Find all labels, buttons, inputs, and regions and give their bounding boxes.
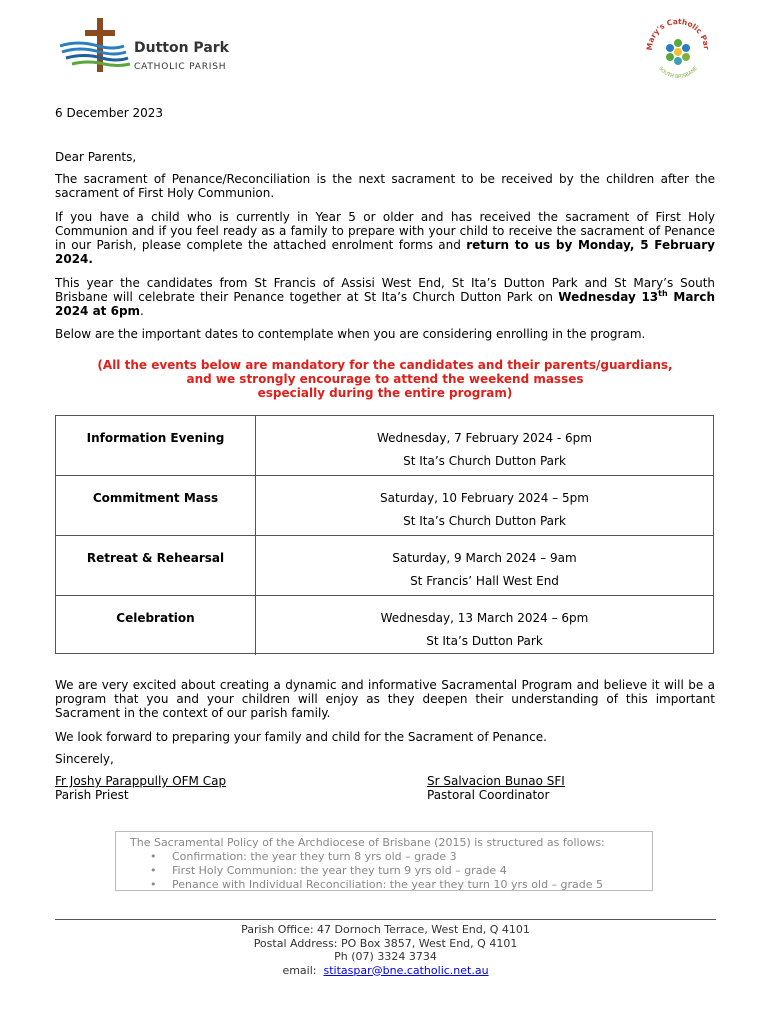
paragraph-2-text: If you have a child who is currently in Year 5 or older and has received the sacrament of First Holy Communion and if you feel ready as a family to prepare with your child to receive the sacrament of Penance in our Parish, please complete the attached enrolment forms and bbox=[55, 210, 715, 252]
st-marys-seal-icon bbox=[640, 12, 716, 88]
greeting: Dear Parents, bbox=[55, 150, 137, 164]
paragraph-4: Below are the important dates to contemplate when you are considering enrolling in the program. bbox=[55, 327, 646, 341]
policy-intro: The Sacramental Policy of the Archdiocese of Brisbane (2015) is structured as follows: bbox=[130, 836, 605, 849]
paragraph-6: We look forward to preparing your family and child for the Sacrament of Penance. bbox=[55, 730, 547, 744]
list-item: • Confirmation: the year they turn 8 yrs old – grade 3 bbox=[130, 850, 652, 864]
paragraph-2 bbox=[55, 210, 715, 266]
event-date: Wednesday, 13 March 2024 – 6pm bbox=[380, 611, 589, 625]
svg-text:SOUTH BRISBANE bbox=[657, 66, 699, 80]
event-place: St Ita’s Church Dutton Park bbox=[403, 454, 566, 468]
event-date: Wednesday, 7 February 2024 - 6pm bbox=[377, 431, 592, 445]
email-link[interactable]: stitaspar@bne.catholic.net.au bbox=[323, 963, 489, 977]
events-table bbox=[55, 415, 714, 654]
table-row bbox=[56, 596, 713, 655]
event-place: St Ita’s Dutton Park bbox=[426, 634, 543, 648]
signatory-role: Parish Priest bbox=[55, 788, 129, 802]
seal-top-text: Mary's Catholic Par bbox=[644, 16, 712, 51]
paragraph-3-text: This year the candidates from St Francis of Assisi West End, St Ita’s Dutton Park and St Mary’s South Brisbane will celebrate their Penance together at St Ita’s Church Dutton Park on bbox=[55, 276, 715, 304]
signatory-name: Sr Salvacion Bunao SFI bbox=[427, 774, 565, 788]
list-item: • Penance with Individual Reconciliation: the year they turn 10 yrs old – grade 5 bbox=[130, 878, 652, 891]
paragraph-1: The sacrament of Penance/Reconciliation is the next sacrament to be received by the children after the sacrament of First Holy Communion. bbox=[55, 172, 715, 200]
list-item: • First Holy Communion: the year they turn 9 yrs old – grade 4 bbox=[130, 864, 652, 878]
signature-priest bbox=[55, 774, 226, 802]
mandatory-notice bbox=[55, 358, 715, 400]
postal-address: Postal Address: PO Box 3857, West End, Q 4101 bbox=[253, 936, 518, 950]
parish-name: Dutton Park bbox=[134, 40, 229, 56]
letter-date: 6 December 2023 bbox=[55, 106, 164, 120]
seal-bottom-text: SOUTH BRISBANE bbox=[657, 65, 699, 81]
notice-line-2: and we strongly encourage to attend the weekend masses bbox=[186, 372, 584, 386]
celebration-date-bold: Wednesday 13 bbox=[558, 290, 659, 304]
event-name: Retreat & Rehearsal bbox=[56, 536, 256, 595]
dutton-park-logo bbox=[58, 16, 238, 74]
signatory-role: Pastoral Coordinator bbox=[427, 788, 550, 802]
event-place: St Francis’ Hall West End bbox=[410, 574, 559, 588]
table-row bbox=[56, 416, 713, 476]
sacramental-policy-box bbox=[115, 831, 653, 891]
event-name: Commitment Mass bbox=[56, 476, 256, 535]
notice-line-1: (All the events below are mandatory for the candidates and their parents/guardians, bbox=[97, 358, 673, 372]
paragraph-5: We are very excited about creating a dynamic and informative Sacramental Program and believe it will be a program that you and your children will enjoy as they deepen their understanding of this important Sacrament in the context of our parish family. bbox=[55, 678, 715, 720]
table-row bbox=[56, 476, 713, 536]
policy-list bbox=[130, 850, 652, 891]
notice-line-3: especially during the entire program) bbox=[257, 386, 513, 400]
phone-number: Ph (07) 3324 3734 bbox=[334, 950, 437, 963]
event-place: St Ita’s Church Dutton Park bbox=[403, 514, 566, 528]
closing: Sincerely, bbox=[55, 752, 114, 766]
event-name: Celebration bbox=[56, 596, 256, 655]
signatory-name: Fr Joshy Parappully OFM Cap bbox=[55, 774, 227, 788]
event-name: Information Evening bbox=[56, 416, 256, 475]
footer-divider bbox=[55, 919, 716, 920]
office-address: Parish Office: 47 Dornoch Terrace, West End, Q 4101 bbox=[241, 923, 530, 936]
paragraph-3 bbox=[55, 276, 715, 318]
return-deadline: return to us by Monday, 5 February 2024. bbox=[55, 238, 715, 266]
email-line bbox=[55, 964, 716, 978]
event-date: Saturday, 9 March 2024 – 9am bbox=[392, 551, 577, 565]
cross-wave-icon bbox=[58, 16, 134, 74]
email-label: email: bbox=[282, 963, 317, 977]
event-date: Saturday, 10 February 2024 – 5pm bbox=[380, 491, 589, 505]
parish-subtitle: CATHOLIC PARISH bbox=[134, 62, 227, 72]
ordinal-suffix: th bbox=[658, 289, 668, 298]
signature-coordinator bbox=[427, 774, 565, 802]
st-marys-logo bbox=[640, 12, 716, 88]
footer bbox=[55, 923, 716, 977]
celebration-date-bold-2: March 2024 at 6pm bbox=[55, 290, 715, 318]
table-row bbox=[56, 536, 713, 596]
paragraph-3-end: . bbox=[140, 304, 144, 318]
